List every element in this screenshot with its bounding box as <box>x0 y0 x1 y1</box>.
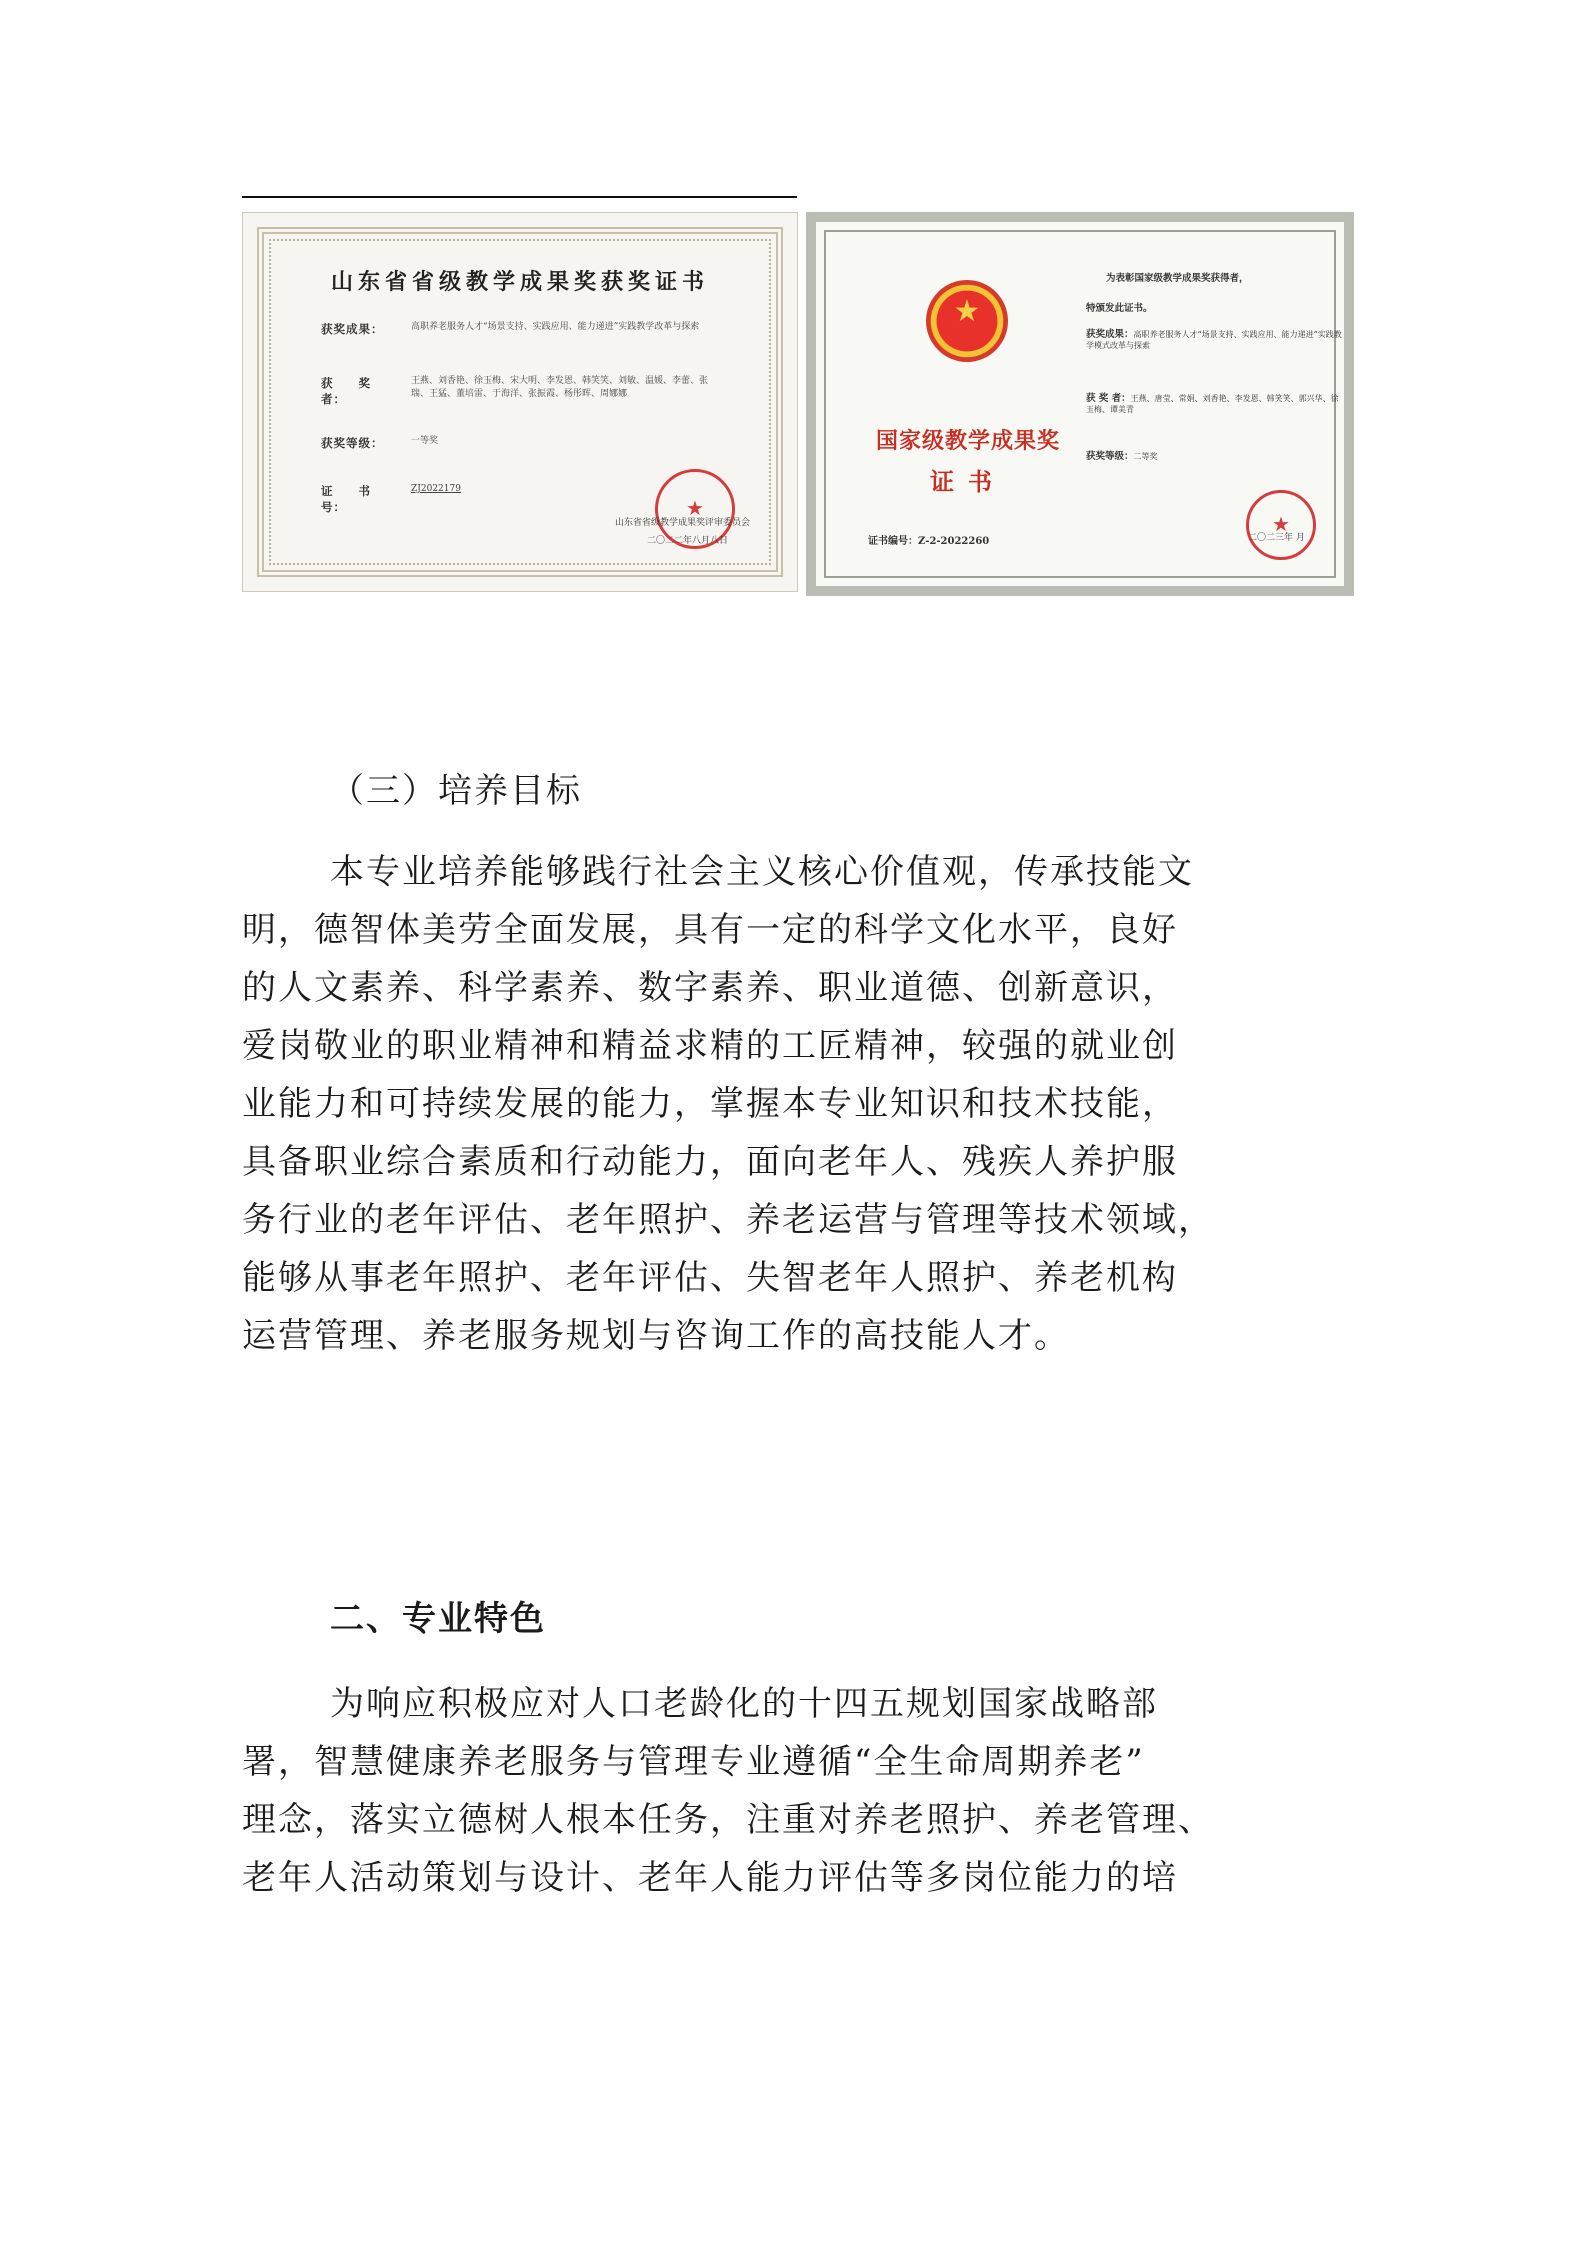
certificate-title: 国家级教学成果奖 <box>875 428 1060 454</box>
red-seal-icon: ★ <box>655 469 735 549</box>
paragraph-line: 运营管理、养老服务规划与咨询工作的高技能人才。 <box>242 1316 1070 1356</box>
header-rule <box>242 196 797 198</box>
paragraph-line: 的人文素养、科学素养、数字素养、职业道德、创新意识， <box>242 968 1178 1008</box>
certificate-date: 二〇二二年八月八日 <box>647 536 729 546</box>
paragraph-line: 明，德智体美劳全面发展，具有一定的科学文化水平，良好 <box>242 910 1178 950</box>
paragraph-line: 署，智慧健康养老服务与管理专业遵循“全生命周期养老” <box>242 1742 1145 1782</box>
paragraph-line: 为响应积极应对人口老龄化的十四五规划国家战略部 <box>330 1684 1158 1724</box>
paragraph-line: 本专业培养能够践行社会主义核心价值观，传承技能文 <box>330 852 1194 892</box>
cert-row-achievement: 获奖成果： 高职养老服务人才“场景支持、实践应用、能力递进”实践教学改革与探索 <box>321 322 700 336</box>
paragraph-line: 能够从事老年照护、老年评估、失智老年人照护、养老机构 <box>242 1258 1178 1298</box>
section-heading-features: 二、专业特色 <box>330 1599 546 1639</box>
certificate-subtitle: 证书 <box>930 467 1006 496</box>
red-seal-icon: ★ <box>1246 490 1316 560</box>
cert-row-winners: 获 奖 者：王燕、刘香艳、徐玉梅、宋大明、李发恩、韩笑笑、刘敏、温媛、李蕾、张瑞、王猛、董培雷、于海洋、张振霞、杨彤晖、周娜娜 <box>321 376 709 406</box>
cert-row-winners: 获 奖 者：王燕、唐莹、常娟、刘香艳、李发恩、韩笑笑、郭兴华、徐玉梅、谭美青 <box>1086 393 1339 414</box>
certificate-issuer: 山东省省级教学成果奖评审委员会 <box>615 518 751 528</box>
paragraph-features <box>242 1675 1350 1907</box>
certificate-date: 二〇二三年 月 <box>1248 533 1305 543</box>
cert-row-level: 获奖等级： 一等奖 <box>321 436 439 450</box>
paragraph-line: 具备职业综合素质和行动能力，面向老年人、残疾人养护服 <box>242 1142 1178 1182</box>
certificate-title: 山东省省级教学成果奖获奖证书 <box>330 269 709 295</box>
national-certificate-image <box>806 212 1354 596</box>
section-heading-training-goals: （三）培养目标 <box>330 771 582 811</box>
paragraph-line: 理念，落实立德树人根本任务，注重对养老照护、养老管理、 <box>242 1800 1214 1840</box>
paragraph-line: 业能力和可持续发展的能力，掌握本专业知识和技术技能， <box>242 1084 1178 1124</box>
provincial-certificate-image <box>242 212 798 592</box>
paragraph-line: 爱岗敬业的职业精神和精益求精的工匠精神，较强的就业创 <box>242 1026 1178 1066</box>
paragraph-line: 老年人活动策划与设计、老年人能力评估等多岗位能力的培 <box>242 1858 1178 1898</box>
national-emblem-icon: ★ <box>926 280 1008 362</box>
cert-row-level: 获奖等级：二等奖 <box>1086 451 1158 462</box>
cert-row-achievement: 获奖成果：高职养老服务人才“场景支持、实践应用、能力递进”实践教学模式改革与探索 <box>1086 329 1342 350</box>
certificate-number: 证书编号：Z-2-2022260 <box>868 536 990 547</box>
cert-row-number: 证 书 号：ZJ2022179 <box>321 484 461 514</box>
paragraph-line: 务行业的老年评估、老年照护、养老运营与管理等技术领域， <box>242 1200 1214 1240</box>
certificate-intro: 为表彰国家级教学成果奖获得者， <box>1106 273 1249 284</box>
paragraph-training-goals <box>242 843 1350 1365</box>
certificate-intro-2: 特颁发此证书。 <box>1086 303 1153 314</box>
